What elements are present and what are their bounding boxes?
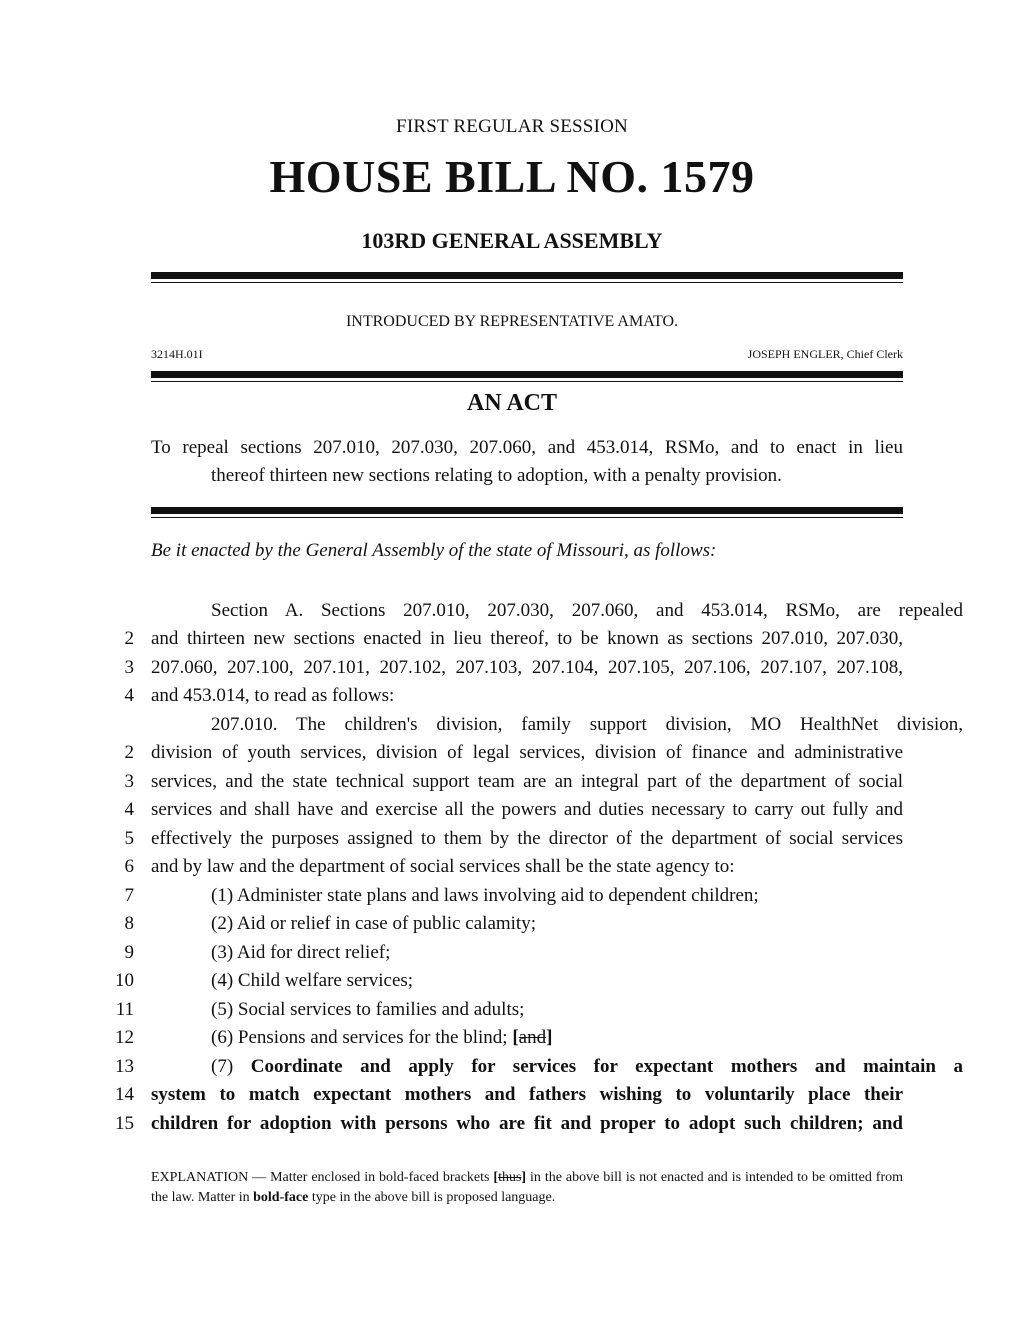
list-item-7-line-3: children for adoption with persons who are fit and proper to adopt such children; and xyxy=(151,1113,903,1134)
line-number: 3 xyxy=(124,771,134,792)
line-number: 4 xyxy=(124,685,134,706)
line-number: 4 xyxy=(124,799,134,820)
explanation-text-3: type in the above bill is proposed language. xyxy=(308,1190,556,1205)
explanation-note xyxy=(151,1168,903,1208)
section-207-010-line-4: services and shall have and exercise all the powers and duties necessary to carry out fully and xyxy=(151,799,903,820)
explanation-struck-example: thus xyxy=(498,1170,522,1185)
line-number: 14 xyxy=(115,1084,134,1105)
explanation-text-2: in the above bill is not enacted and is intended to be omitted from the law. Matter in xyxy=(151,1170,903,1205)
bill-title: HOUSE BILL NO. 1579 xyxy=(269,151,755,202)
act-purpose-line-1: To repeal sections 207.010, 207.030, 207.060, and 453.014, RSMo, and to enact in lieu xyxy=(151,437,903,458)
list-item-3: (3) Aid for direct relief; xyxy=(211,942,391,963)
list-item-7-number: (7) xyxy=(211,1056,234,1077)
line-number: 13 xyxy=(115,1056,134,1077)
section-a-line-1: Section A. Sections 207.010, 207.030, 207.060, and 453.014, RSMo, are repealed xyxy=(211,600,963,621)
list-item-7-line-2: system to match expectant mothers and fathers wishing to voluntarily place their xyxy=(151,1084,903,1105)
bill-code: 3214H.01I xyxy=(151,347,203,361)
section-207-010-line-5: effectively the purposes assigned to them by the director of the department of social services xyxy=(151,828,903,849)
section-207-010-line-6: and by law and the department of social services shall be the state agency to: xyxy=(151,856,735,877)
enacting-clause: Be it enacted by the General Assembly of the state of Missouri, as follows: xyxy=(151,540,717,561)
clerk-divider-thick xyxy=(151,371,903,378)
line-number: 11 xyxy=(115,999,134,1020)
repeal-bracket-open: [ xyxy=(512,1027,519,1048)
line-number: 5 xyxy=(124,828,134,849)
section-207-010-line-3: services, and the state technical support team are an integral part of the department of social xyxy=(151,771,903,792)
list-item-2: (2) Aid or relief in case of public calamity; xyxy=(211,913,536,934)
session-label: FIRST REGULAR SESSION xyxy=(396,116,628,137)
list-item-4: (4) Child welfare services; xyxy=(211,970,414,991)
chief-clerk: JOSEPH ENGLER, Chief Clerk xyxy=(747,347,903,361)
line-number: 12 xyxy=(115,1027,134,1048)
section-a-line-3: 207.060, 207.100, 207.101, 207.102, 207.103, 207.104, 207.105, 207.106, 207.107, 207.108, xyxy=(151,657,903,678)
purpose-divider-thick xyxy=(151,507,903,514)
line-number: 2 xyxy=(124,742,134,763)
purpose-divider-thin xyxy=(151,517,903,518)
header-divider-thick xyxy=(151,272,903,279)
header-divider-thin xyxy=(151,282,903,283)
explanation-bracket-close: ] xyxy=(521,1170,527,1185)
introduced-by: INTRODUCED BY REPRESENTATIVE AMATO. xyxy=(345,313,679,330)
line-number: 10 xyxy=(115,970,134,991)
line-number: 2 xyxy=(124,628,134,649)
proposed-text: Coordinate and apply for services for expectant mothers and maintain a xyxy=(250,1056,963,1077)
act-purpose-line-2: thereof thirteen new sections relating to adoption, with a penalty provision. xyxy=(211,465,782,486)
repealed-text: and xyxy=(518,1027,547,1048)
section-207-010-line-2: division of youth services, division of legal services, division of finance and administrative xyxy=(151,742,903,763)
clerk-divider-thin xyxy=(151,381,903,382)
line-number: 9 xyxy=(124,942,134,963)
line-number: 8 xyxy=(124,913,134,934)
section-a-line-2: and thirteen new sections enacted in lieu thereof, to be known as sections 207.010, 207.030, xyxy=(151,628,903,649)
act-purpose xyxy=(151,434,903,490)
list-item-7-line-1 xyxy=(151,1053,963,1081)
assembly-label: 103RD GENERAL ASSEMBLY xyxy=(361,228,663,253)
line-number: 15 xyxy=(115,1113,134,1134)
explanation-text-1: EXPLANATION — Matter enclosed in bold-faced brackets xyxy=(151,1170,494,1185)
line-number: 3 xyxy=(124,657,134,678)
list-item-1: (1) Administer state plans and laws involving aid to dependent children; xyxy=(211,885,759,906)
explanation-bold-word: bold-face xyxy=(253,1190,309,1205)
explanation-bracket-open: [ xyxy=(493,1170,499,1185)
list-item-6-text: (6) Pensions and services for the blind; xyxy=(211,1027,508,1048)
act-heading: AN ACT xyxy=(466,390,557,416)
list-item-6 xyxy=(151,1024,963,1052)
line-number: 6 xyxy=(124,856,134,877)
repeal-bracket-close: ] xyxy=(546,1027,553,1048)
section-a-line-4: and 453.014, to read as follows: xyxy=(151,685,395,706)
section-207-010-line-1: 207.010. The children's division, family support division, MO HealthNet division, xyxy=(211,714,963,735)
line-number: 7 xyxy=(124,885,134,906)
list-item-5: (5) Social services to families and adults; xyxy=(211,999,525,1020)
